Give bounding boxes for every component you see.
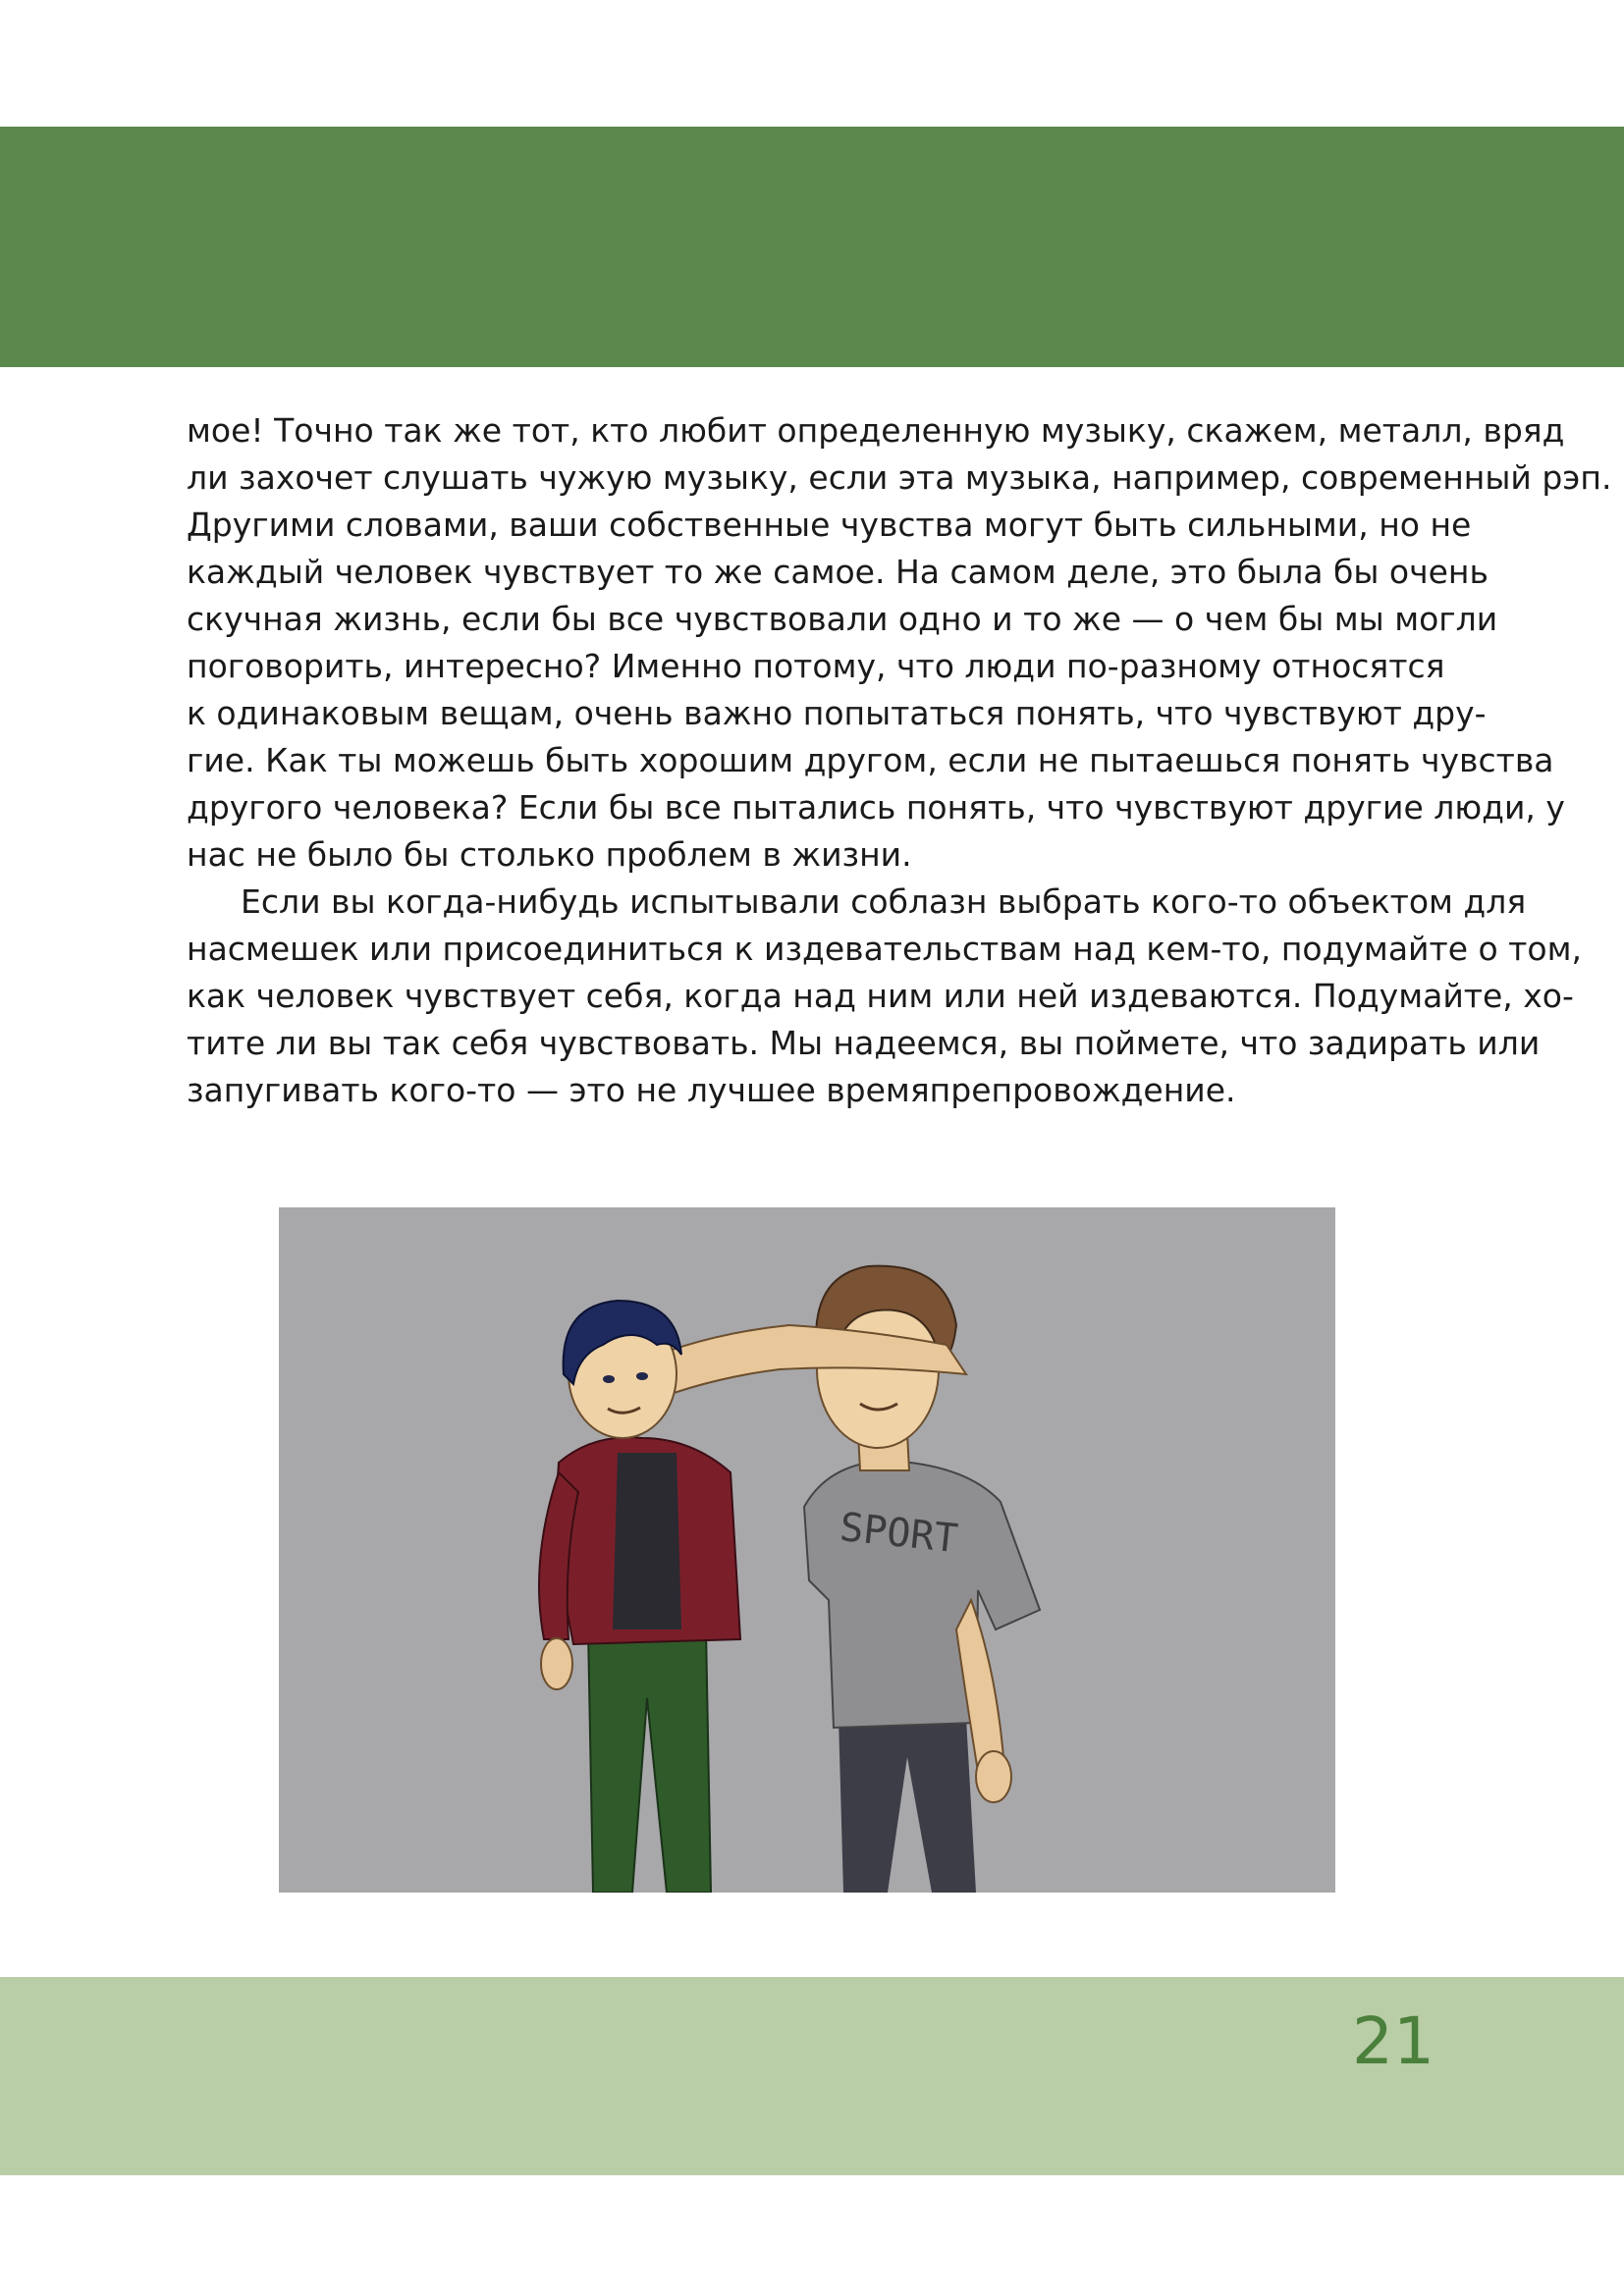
body-text [187,407,1612,1114]
friends-illustration [279,1207,1335,1893]
text-line: поговорить, интересно? Именно потому, что люди по-разному относятся [187,647,1445,685]
top-color-band [0,127,1624,367]
text-line: мое! Точно так же тот, кто любит определенную музыку, скажем, металл, вряд [187,411,1565,450]
text-line: к одинаковым вещам, очень важно попытаться понять, что чувствуют дру- [187,694,1487,732]
text-line: каждый человек чувствует то же самое. На самом деле, это была бы очень [187,553,1489,591]
text-line: Если вы когда-нибудь испытывали соблазн выбрать кого-то объектом для [241,882,1527,921]
text-line: ли захочет слушать чужую музыку, если эта музыка, например, современный рэп. [187,458,1612,497]
text-line: тите ли вы так себя чувствовать. Мы надеемся, вы поймете, что задирать или [187,1024,1541,1062]
text-line: нас не было бы столько проблем в жизни. [187,835,912,874]
text-line: скучная жизнь, если бы все чувствовали одно и то же — о чем бы мы могли [187,600,1498,638]
text-line: другого человека? Если бы все пытались понять, что чувствуют другие люди, у [187,788,1565,827]
text-line: Другими словами, ваши собственные чувства могут быть сильными, но не [187,506,1472,544]
text-line: гие. Как ты можешь быть хорошим другом, если не пытаешься понять чувства [187,741,1554,779]
text-line: насмешек или присоединиться к издевательствам над кем-то, подумайте о том, [187,930,1582,968]
page-number: 21 [1352,2003,1435,2079]
shirt-text: SPORT [838,1504,960,1563]
text-line: как человек чувствует себя, когда над ним или ней издеваются. Подумайте, хо- [187,977,1574,1015]
text-line: запугивать кого-то — это не лучшее времяпрепровождение. [187,1071,1236,1109]
